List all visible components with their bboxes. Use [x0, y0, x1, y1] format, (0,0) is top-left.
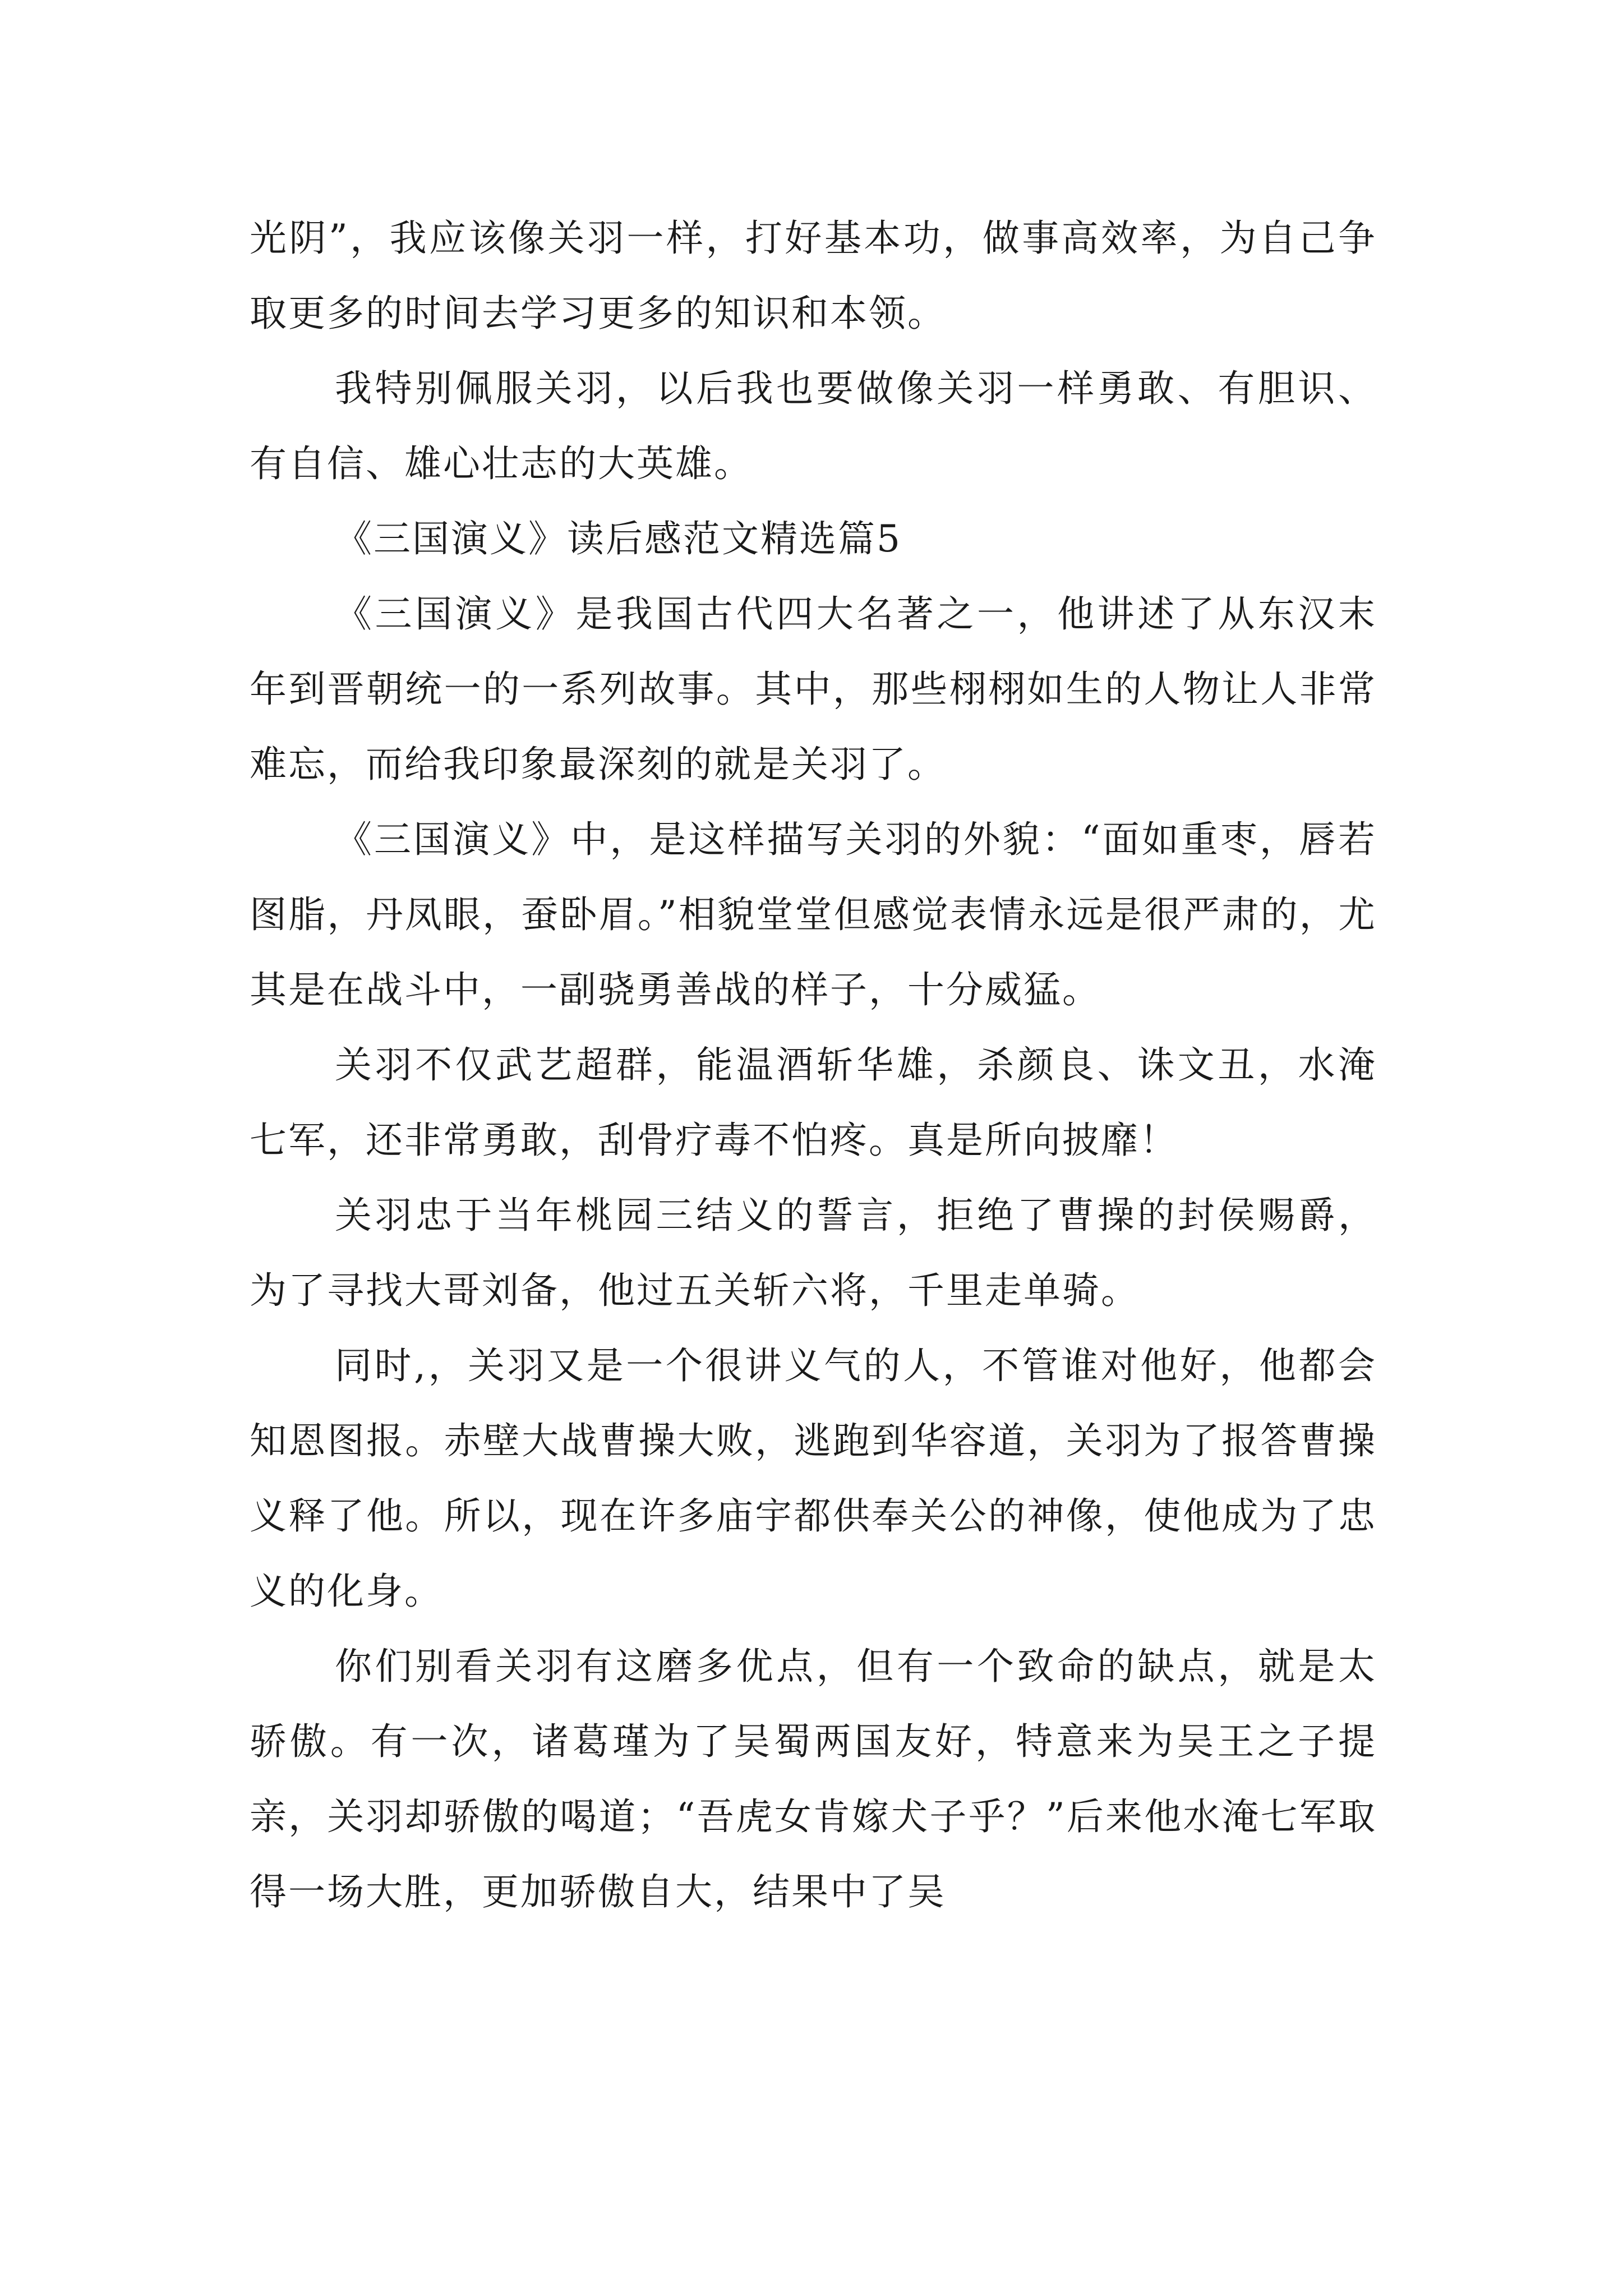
paragraph-continuation: 光阴”，我应该像关羽一样，打好基本功，做事高效率，为自己争取更多的时间去学习更多的知识和本领。 — [250, 217, 1377, 335]
paragraph: 关羽忠于当年桃园三结义的誓言，拒绝了曹操的封侯赐爵，为了寻找大哥刘备，他过五关斩六将，千里走单骑。 — [250, 1194, 1377, 1312]
paragraph: 《三国演义》是我国古代四大名著之一，他讲述了从东汉末年到晋朝统一的一系列故事。其中，那些栩栩如生的人物让人非常难忘，而给我印象最深刻的就是关羽了。 — [250, 592, 1377, 786]
section-heading: 《三国演义》读后感范文精选篇5 — [335, 517, 902, 560]
paragraph: 你们别看关羽有这磨多优点，但有一个致命的缺点，就是太骄傲。有一次，诸葛瑾为了吴蜀两国友好，特意来为吴王之子提亲，关羽却骄傲的喝道；“吾虎女肯嫁犬子乎？”后来他水淹七军取得一场大胜，更加骄傲自大，结果中了吴 — [250, 1645, 1377, 1913]
body-text — [250, 201, 1377, 1930]
paragraph: 我特别佩服关羽，以后我也要做像关羽一样勇敢、有胆识、有自信、雄心壮志的大英雄。 — [250, 367, 1377, 485]
paragraph: 同时,，关羽又是一个很讲义气的人，不管谁对他好，他都会知恩图报。赤壁大战曹操大败，逃跑到华容道，关羽为了报答曹操义释了他。所以，现在许多庙宇都供奉关公的神像，使他成为了忠义的化身。 — [250, 1344, 1377, 1613]
paragraph: 《三国演义》中，是这样描写关羽的外貌：“面如重枣，唇若图脂，丹凤眼，蚕卧眉。”相貌堂堂但感觉表情永远是很严肃的，尤其是在战斗中，一副骁勇善战的样子，十分威猛。 — [250, 818, 1377, 1011]
paragraph: 关羽不仅武艺超群，能温酒斩华雄，杀颜良、诛文丑，水淹七军，还非常勇敢，刮骨疗毒不怕疼。真是所向披靡！ — [250, 1043, 1377, 1162]
